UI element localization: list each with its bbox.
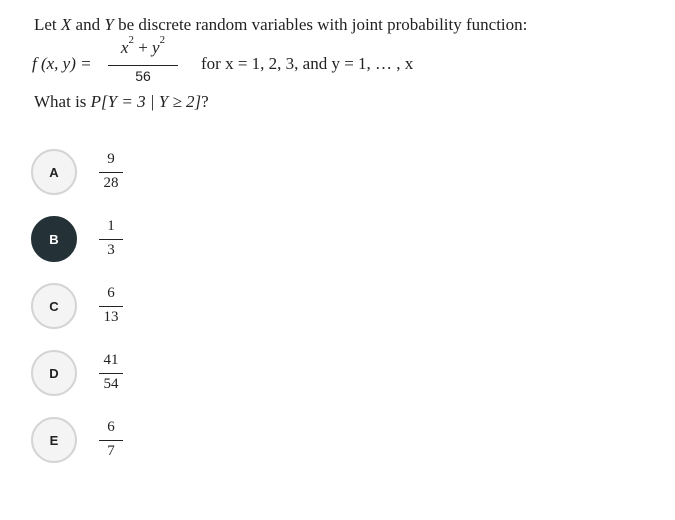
- prompt-prefix: What is: [34, 92, 91, 111]
- numerator-y: y: [152, 38, 160, 57]
- formula-fraction-bar: [108, 65, 178, 66]
- intro-suffix: be discrete random variables with joint probability function:: [113, 15, 528, 34]
- choice-e-denominator: 7: [107, 443, 115, 459]
- prompt-expression: P[Y = 3 | Y ≥ 2]: [90, 92, 202, 111]
- choice-d-denominator: 54: [103, 376, 119, 392]
- choice-d-fraction: [97, 352, 125, 396]
- choice-d[interactable]: [31, 350, 211, 398]
- numerator-x: x: [120, 38, 129, 57]
- choice-e-fraction: [97, 419, 125, 463]
- choice-b[interactable]: [31, 216, 211, 264]
- choice-a-fraction-bar: [99, 172, 123, 173]
- choice-a-denominator: 28: [103, 175, 119, 191]
- choice-c[interactable]: [31, 283, 211, 331]
- question-intro: [34, 15, 527, 35]
- formula-condition: for x = 1, 2, 3, and y = 1, … , x: [201, 54, 414, 73]
- formula-fraction: [108, 34, 178, 90]
- var-y: Y: [104, 15, 114, 34]
- choice-a[interactable]: [31, 149, 211, 197]
- choice-e[interactable]: [31, 417, 211, 465]
- question-prompt: [34, 92, 209, 112]
- choice-b-fraction: [97, 218, 125, 262]
- choice-b-fraction-bar: [99, 239, 123, 240]
- exponent-2: 2: [159, 34, 166, 47]
- choice-a-numerator: 9: [107, 151, 115, 167]
- choice-c-fraction: [97, 285, 125, 329]
- choice-e-button[interactable]: E: [31, 417, 77, 463]
- choice-b-numerator: 1: [107, 218, 115, 234]
- choice-a-fraction: [97, 151, 125, 195]
- choice-d-button[interactable]: D: [31, 350, 77, 396]
- choice-a-button[interactable]: A: [31, 149, 77, 195]
- choice-e-fraction-bar: [99, 440, 123, 441]
- prompt-suffix: ?: [201, 92, 209, 111]
- choice-e-numerator: 6: [107, 419, 115, 435]
- exponent-1: 2: [128, 34, 134, 47]
- formula-numerator: [108, 34, 178, 58]
- choice-c-button[interactable]: C: [31, 283, 77, 329]
- intro-prefix: Let: [34, 15, 61, 34]
- joint-pmf-formula: [32, 34, 592, 90]
- choice-c-fraction-bar: [99, 306, 123, 307]
- choice-c-numerator: 6: [107, 285, 115, 301]
- choice-d-fraction-bar: [99, 373, 123, 374]
- formula-denominator: 56: [135, 68, 151, 84]
- choice-d-numerator: 41: [103, 352, 119, 368]
- numerator-plus: +: [133, 38, 153, 57]
- choice-b-button[interactable]: B: [31, 216, 77, 262]
- choice-c-denominator: 13: [103, 309, 119, 325]
- intro-mid: and: [71, 15, 105, 34]
- choice-b-denominator: 3: [107, 242, 115, 258]
- formula-lhs: f (x, y) =: [32, 54, 92, 73]
- var-x: X: [60, 15, 72, 34]
